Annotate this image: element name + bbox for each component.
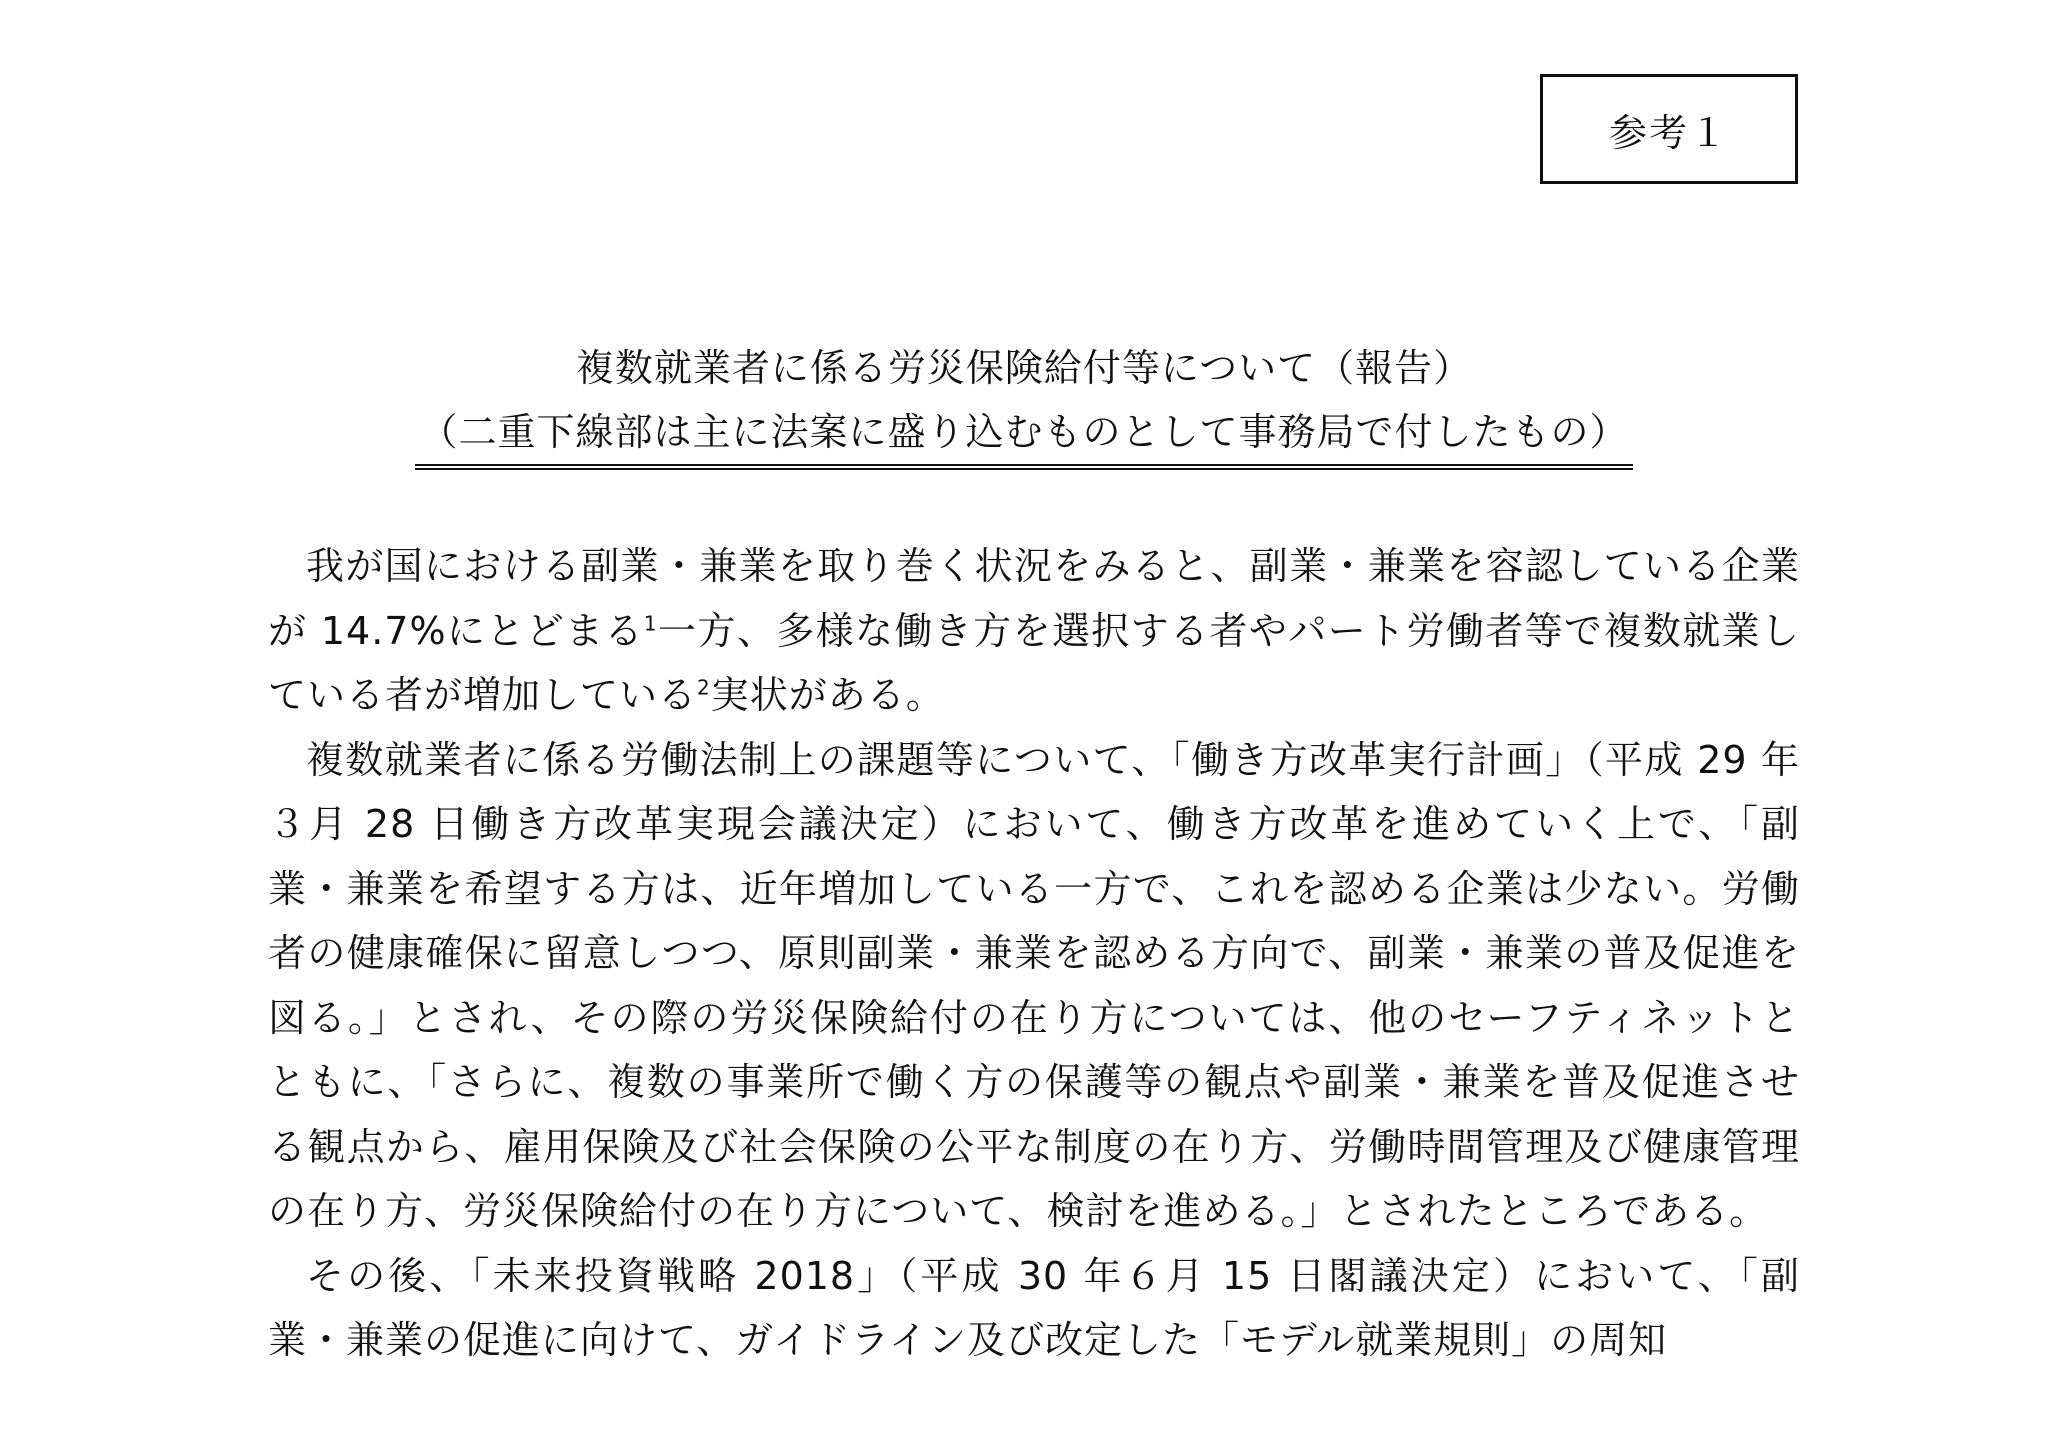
reference-label-box — [1540, 74, 1798, 184]
paragraph-1-part-c: 実状がある。 — [710, 673, 945, 717]
document-title: 複数就業者に係る労災保険給付等について（報告） — [575, 346, 1473, 390]
paragraph-1-part-b: 一方、多様な働き方を選択する者やパート労働者等で複数就業している者が増加している — [268, 608, 1800, 717]
document-body — [268, 534, 1800, 1373]
footnote-ref-1[interactable]: 1 — [643, 610, 658, 635]
paragraph-1-part-a: 我が国における副業・兼業を取り巻く状況をみると、副業・兼業を容認している企業が 14.7%にとどまる — [268, 544, 1800, 653]
paragraph-1 — [268, 534, 1800, 728]
footnote-ref-2[interactable]: 2 — [697, 675, 711, 700]
paragraph-3: その後、「未来投資戦略 2018」（平成 30 年６月 15 日閣議決定）において、「副業・兼業の促進に向けて、ガイドライン及び改定した「モデル就業規則」の周知 — [268, 1253, 1800, 1362]
subtitle-text: （二重下線部は主に法案に盛り込むものとして事務局で付したもの） — [415, 402, 1632, 470]
document-subtitle — [0, 402, 2048, 470]
reference-label: 参考１ — [1608, 110, 1729, 155]
paragraph-2: 複数就業者に係る労働法制上の課題等について、「働き方改革実行計画」（平成 29 年３月 28 日働き方改革実現会議決定）において、働き方改革を進めていく上で、「副業・兼業を希望する方は、近年増加している一方で、これを認める企業は少ない。労働者の健康確保に留意しつつ、原則副業・兼業を認める方向で、副業・兼業の普及促進を図る。」とされ、その際の労災保険給付の在り方については、他のセーフティネットとともに、「さらに、複数の事業所で働く方の保護等の観点や副業・兼業を普及促進させる観点から、雇用保険及び社会保険の公平な制度の在り方、労働時間管理及び健康管理の在り方、労災保険給付の在り方について、検討を進める。」とされたところである。 — [268, 737, 1800, 1233]
